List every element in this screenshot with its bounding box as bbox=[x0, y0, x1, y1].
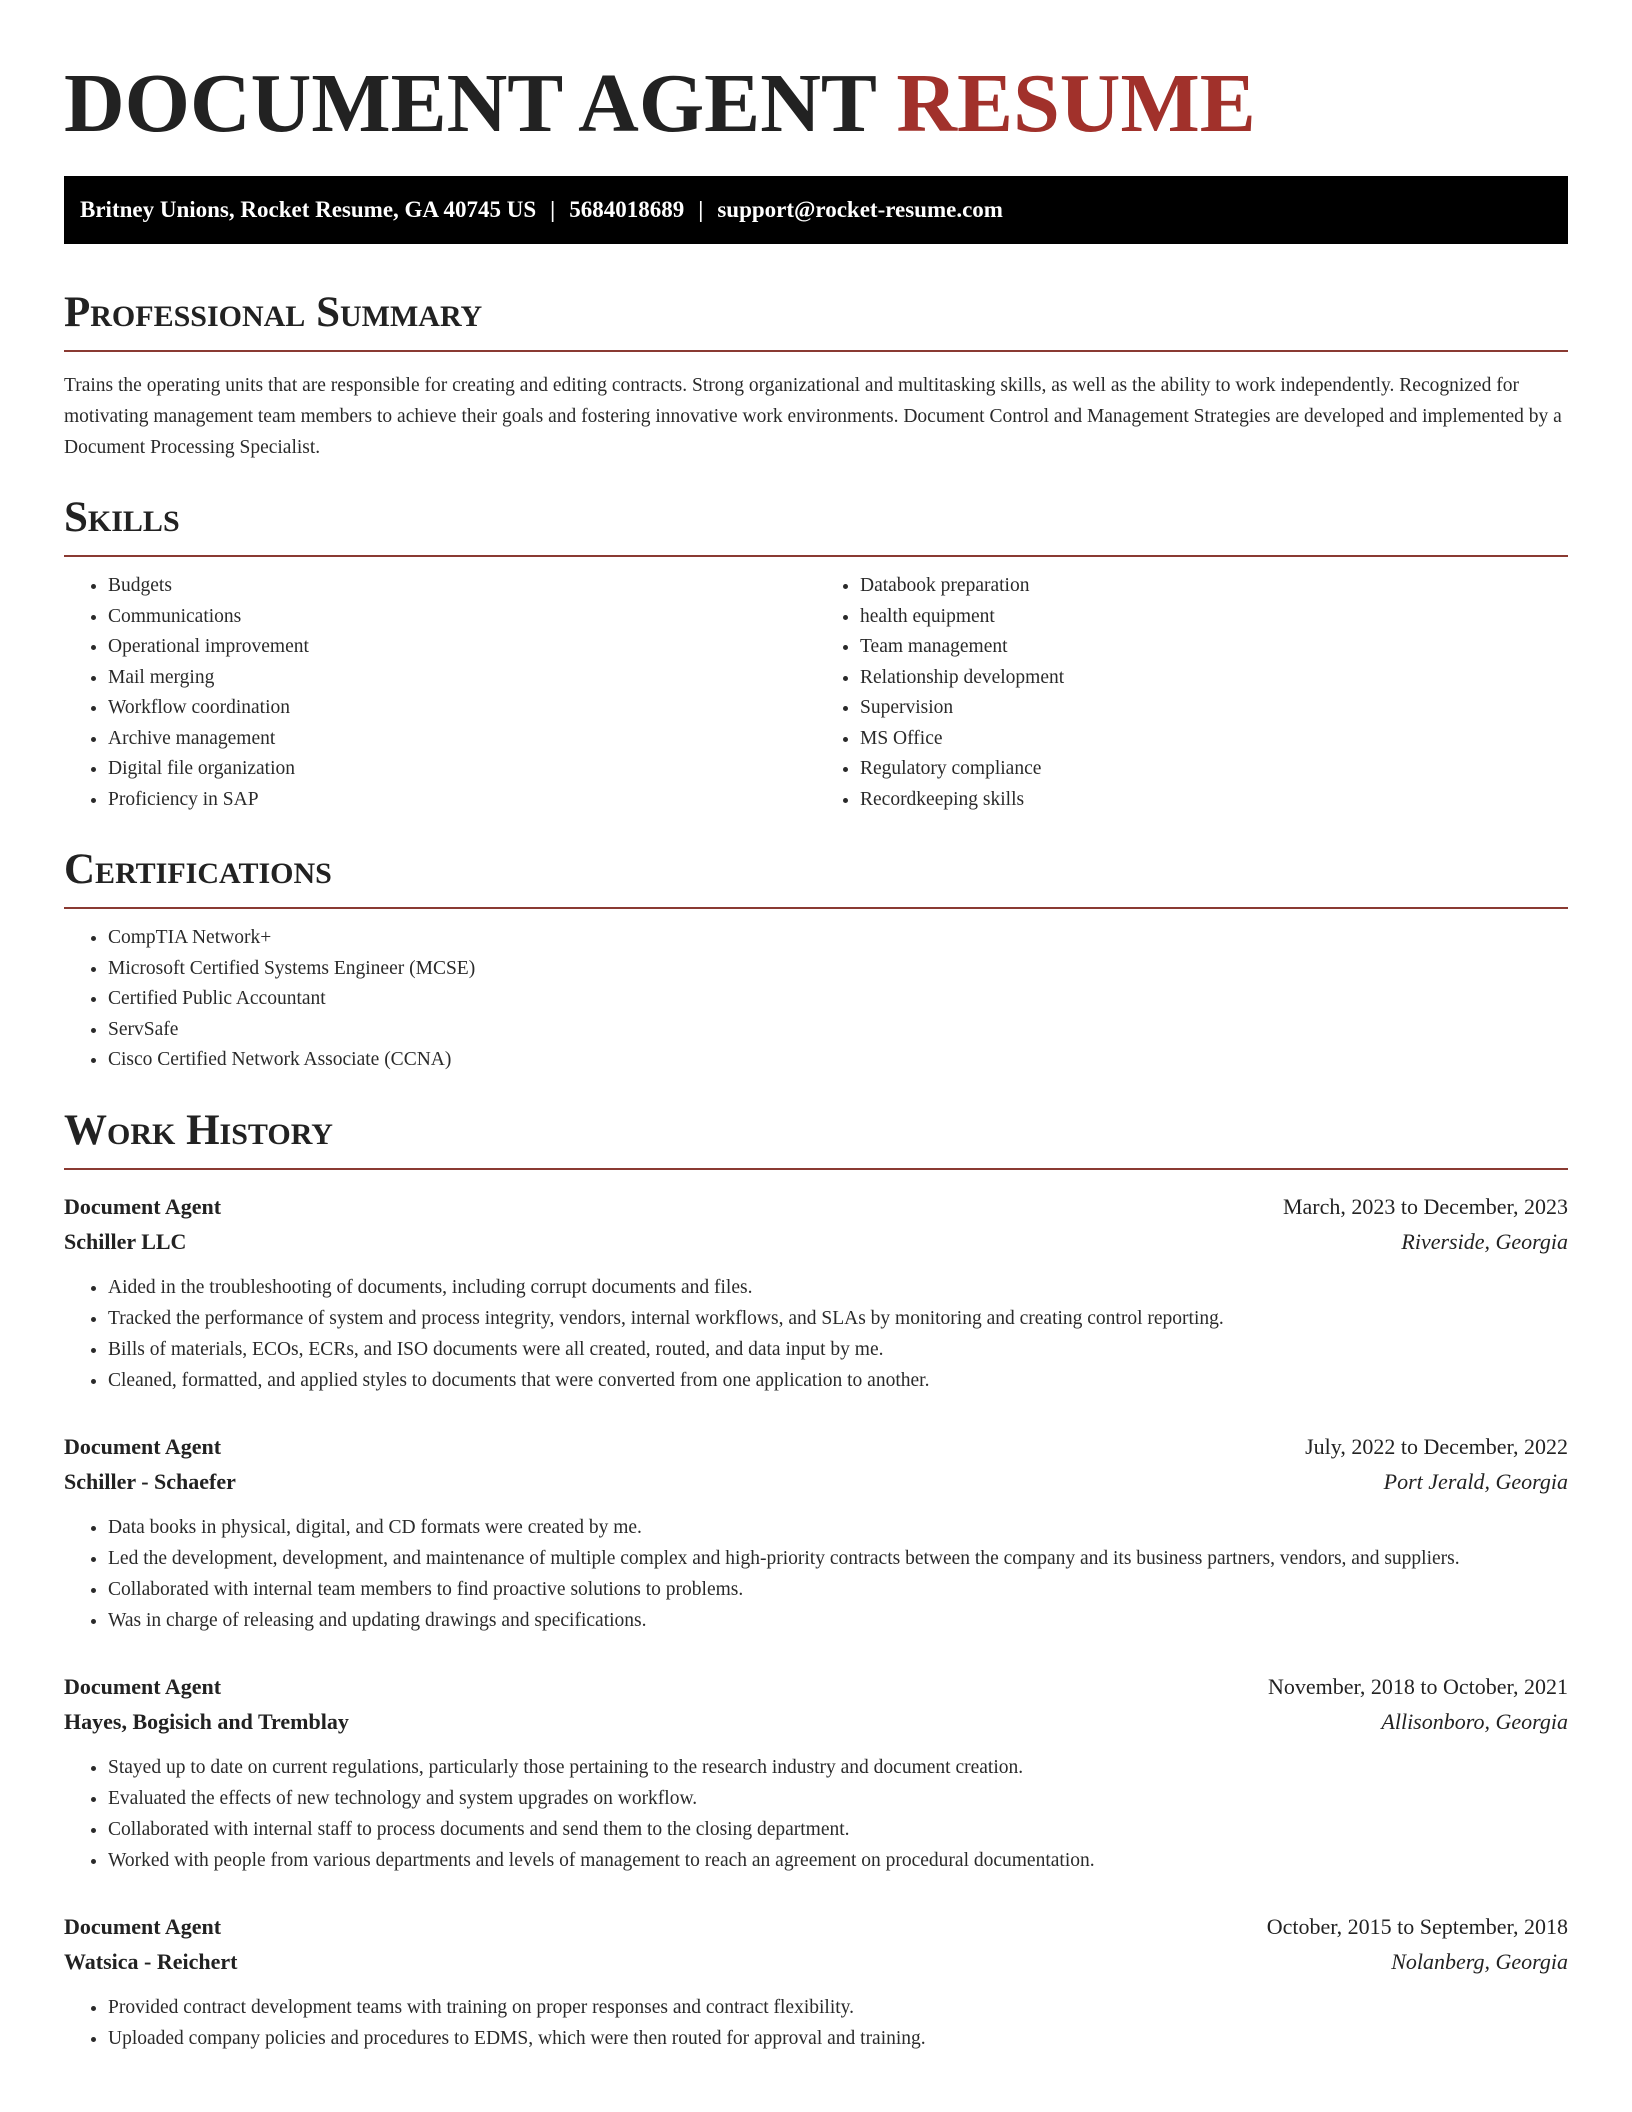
job-location: Port Jerald, Georgia bbox=[1383, 1468, 1568, 1494]
job-header-row bbox=[64, 1910, 1568, 1944]
job-bullets bbox=[64, 1752, 1568, 1876]
job-company-row bbox=[64, 1944, 1568, 1980]
skill-item: • Digital file organization bbox=[108, 754, 816, 785]
job-bullet: • Uploaded company policies and procedures to EDMS, which were then routed for approval and training. bbox=[108, 2023, 1568, 2054]
job-title: Document Agent bbox=[64, 1193, 222, 1219]
skill-item: • MS Office bbox=[860, 724, 1568, 755]
job-bullet: • Stayed up to date on current regulations, particularly those pertaining to the research industry and document creation. bbox=[108, 1752, 1568, 1783]
job-bullet: • Aided in the troubleshooting of documents, including corrupt documents and files. bbox=[108, 1272, 1568, 1303]
skill-item: • health equipment bbox=[860, 602, 1568, 633]
job-title: Document Agent bbox=[64, 1673, 222, 1699]
certification-item: • Cisco Certified Network Associate (CCNA) bbox=[108, 1045, 1568, 1076]
job-bullet: • Led the development, development, and maintenance of multiple complex and high-priority contracts between the company and its business partners, vendors, and suppliers. bbox=[108, 1543, 1568, 1574]
job-company-row bbox=[64, 1704, 1568, 1740]
job-dates: July, 2022 to December, 2022 bbox=[1305, 1433, 1568, 1459]
contact-separator: | bbox=[550, 197, 556, 222]
summary-heading: Professional Summary bbox=[64, 288, 1568, 352]
summary-section bbox=[64, 288, 1568, 463]
skills-heading: Skills bbox=[64, 493, 1568, 557]
skill-item: • Operational improvement bbox=[108, 632, 816, 663]
resume-title bbox=[64, 0, 1568, 152]
job-entry bbox=[64, 1670, 1568, 1876]
job-location: Nolanberg, Georgia bbox=[1391, 1948, 1568, 1974]
certification-item: • CompTIA Network+ bbox=[108, 923, 1568, 954]
skill-item: • Databook preparation bbox=[860, 571, 1568, 602]
job-bullet: • Bills of materials, ECOs, ECRs, and ISO documents were all created, routed, and data input by me. bbox=[108, 1334, 1568, 1365]
job-entry bbox=[64, 1910, 1568, 2054]
job-title: Document Agent bbox=[64, 1913, 222, 1939]
job-location: Riverside, Georgia bbox=[1401, 1228, 1568, 1254]
skill-item: • Regulatory compliance bbox=[860, 754, 1568, 785]
job-entry bbox=[64, 1190, 1568, 1396]
certifications-heading: Certifications bbox=[64, 845, 1568, 909]
work-history-section bbox=[64, 1106, 1568, 2054]
job-bullets bbox=[64, 1992, 1568, 2054]
title-main: DOCUMENT AGENT bbox=[64, 57, 876, 150]
job-company: Schiller - Schaefer bbox=[64, 1468, 236, 1494]
skill-item: • Recordkeeping skills bbox=[860, 785, 1568, 816]
skill-item: • Budgets bbox=[108, 571, 816, 602]
job-bullet: • Evaluated the effects of new technology and system upgrades on workflow. bbox=[108, 1783, 1568, 1814]
jobs-list bbox=[64, 1190, 1568, 2054]
skill-item: • Mail merging bbox=[108, 663, 816, 694]
job-title: Document Agent bbox=[64, 1433, 222, 1459]
job-bullets bbox=[64, 1272, 1568, 1396]
job-company: Hayes, Bogisich and Tremblay bbox=[64, 1708, 349, 1734]
job-bullet: • Collaborated with internal staff to process documents and send them to the closing department. bbox=[108, 1814, 1568, 1845]
job-bullet: • Worked with people from various departments and levels of management to reach an agreement on procedural documentation. bbox=[108, 1845, 1568, 1876]
skill-item: • Communications bbox=[108, 602, 816, 633]
job-dates: November, 2018 to October, 2021 bbox=[1267, 1673, 1568, 1699]
contact-phone: 5684018689 bbox=[569, 197, 685, 222]
job-entry bbox=[64, 1430, 1568, 1636]
summary-text: Trains the operating units that are responsible for creating and editing contracts. Strong organizational and multitasking skills, as well as the ability to work independently. Recognized for motivating management team members to achieve their goals and fostering innovative work environments. Document Control and Management Strategies are developed and implemented by a Document Processing Specialist. bbox=[64, 375, 1562, 458]
skills-column-left bbox=[64, 557, 816, 815]
certifications-list bbox=[64, 923, 1568, 1076]
job-header-row bbox=[64, 1190, 1568, 1224]
certification-item: • ServSafe bbox=[108, 1015, 1568, 1046]
contact-separator: | bbox=[698, 197, 704, 222]
contact-address: Britney Unions, Rocket Resume, GA 40745 US bbox=[80, 197, 537, 222]
job-header-row bbox=[64, 1670, 1568, 1704]
job-bullet: • Data books in physical, digital, and CD formats were created by me. bbox=[108, 1512, 1568, 1543]
certifications-section bbox=[64, 845, 1568, 1076]
skills-section bbox=[64, 493, 1568, 815]
job-bullet: • Collaborated with internal team members to find proactive solutions to problems. bbox=[108, 1574, 1568, 1605]
job-dates: March, 2023 to December, 2023 bbox=[1282, 1193, 1568, 1219]
job-bullet: • Provided contract development teams with training on proper responses and contract flexibility. bbox=[108, 1992, 1568, 2023]
job-bullet: • Was in charge of releasing and updating drawings and specifications. bbox=[108, 1605, 1568, 1636]
job-bullet: • Tracked the performance of system and process integrity, vendors, internal workflows, and SLAs by monitoring and creating control reporting. bbox=[108, 1303, 1568, 1334]
skills-column-right bbox=[816, 557, 1568, 815]
job-company-row bbox=[64, 1224, 1568, 1260]
job-company-row bbox=[64, 1464, 1568, 1500]
title-accent: RESUME bbox=[896, 57, 1256, 150]
job-company: Schiller LLC bbox=[64, 1228, 187, 1254]
work-history-heading: Work History bbox=[64, 1106, 1568, 1170]
job-bullets bbox=[64, 1512, 1568, 1636]
certification-item: • Certified Public Accountant bbox=[108, 984, 1568, 1015]
skill-item: • Supervision bbox=[860, 693, 1568, 724]
job-header-row bbox=[64, 1430, 1568, 1464]
skill-item: • Proficiency in SAP bbox=[108, 785, 816, 816]
contact-email: support@rocket-resume.com bbox=[717, 197, 1003, 222]
skill-item: • Archive management bbox=[108, 724, 816, 755]
skill-item: • Team management bbox=[860, 632, 1568, 663]
job-bullet: • Cleaned, formatted, and applied styles to documents that were converted from one application to another. bbox=[108, 1365, 1568, 1396]
contact-bar bbox=[64, 176, 1568, 244]
job-dates: October, 2015 to September, 2018 bbox=[1266, 1913, 1568, 1939]
job-company: Watsica - Reichert bbox=[64, 1948, 238, 1974]
skills-list-right bbox=[816, 571, 1568, 815]
skills-list-left bbox=[64, 571, 816, 815]
skills-grid bbox=[64, 557, 1568, 815]
skill-item: • Relationship development bbox=[860, 663, 1568, 694]
job-location: Allisonboro, Georgia bbox=[1381, 1708, 1568, 1734]
skill-item: • Workflow coordination bbox=[108, 693, 816, 724]
certification-item: • Microsoft Certified Systems Engineer (MCSE) bbox=[108, 954, 1568, 985]
